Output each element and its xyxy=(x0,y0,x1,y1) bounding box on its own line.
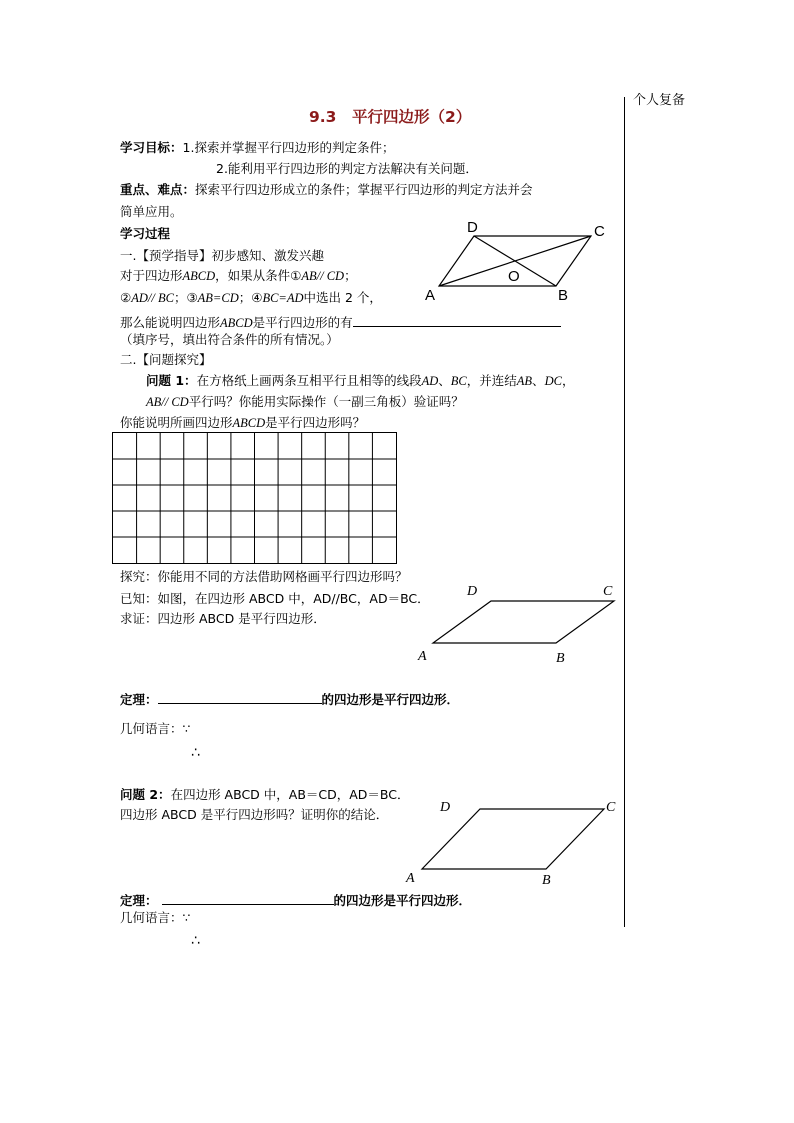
learning-goals-label: 学习目标： xyxy=(120,140,183,155)
p1-bc: BC xyxy=(450,374,467,388)
s1-text: ，如果从条件① xyxy=(215,268,302,283)
therefore1: ∴ xyxy=(191,745,200,761)
s1-text: ； xyxy=(344,268,357,283)
fig2-label-a: A xyxy=(418,649,427,664)
explore-line2: 已知：如图，在四边形 ABCD 中，AD//BC，AD＝BC． xyxy=(120,591,430,606)
geo-language1: 几何语言：∵ xyxy=(120,721,191,736)
theorem2-label: 定理： xyxy=(120,893,158,908)
s1-text: 是平行四边形的有 xyxy=(252,315,353,330)
learning-goals-line2: 2.能利用平行四边形的判定方法解决有关问题． xyxy=(216,161,478,176)
s1-text: 对于四边形 xyxy=(120,268,183,283)
s1-text: ② xyxy=(120,290,132,305)
problem2-text: 在四边形 ABCD 中，AB＝CD，AD＝BC． xyxy=(170,787,410,802)
p1-text: 你能说明所画四边形 xyxy=(120,415,233,430)
fig2-label-b: B xyxy=(556,651,565,666)
key-points-text1: 探索平行四边形成立的条件；掌握平行四边形的判定方法并会 xyxy=(195,182,533,197)
fig3-label-d: D xyxy=(440,800,451,815)
problem2-label: 问题 2： xyxy=(120,787,171,802)
theorem1-tail: 的四边形是平行四边形． xyxy=(321,692,460,707)
fig1-label-o: O xyxy=(508,268,520,285)
p1-text: 是平行四边形吗？ xyxy=(265,415,366,430)
p1-dc: DC xyxy=(544,374,562,388)
fig3-label-b: B xyxy=(542,873,551,888)
p1-text: 在方格纸上画两条互相平行且相等的线段 xyxy=(196,373,422,388)
section1-heading: 一.【预学指导】初步感知、激发兴趣 xyxy=(120,248,324,263)
explore-line3: 求证：四边形 ABCD 是平行四边形． xyxy=(120,611,326,626)
side-note: 个人复备 xyxy=(633,93,686,108)
fig2-label-c: C xyxy=(603,584,613,599)
s1-abcd: ABCD xyxy=(220,316,253,330)
fig1-label-a: A xyxy=(425,287,436,304)
key-points-label: 重点、难点： xyxy=(120,182,196,197)
p1-text: ，并连结 xyxy=(466,373,517,388)
key-points-line2: 简单应用。 xyxy=(120,204,183,219)
p1-text: 平行吗？你能用实际操作（一副三角板）验证吗？ xyxy=(188,394,464,409)
p1-cd: AB// CD xyxy=(146,395,189,409)
explore-line1: 探究：你能用不同的方法借助网格画平行四边形吗？ xyxy=(120,569,408,584)
s1-cond3: AB=CD xyxy=(197,291,239,305)
fig3-label-c: C xyxy=(606,800,616,815)
p1-text: 、 xyxy=(438,373,451,388)
s1-cond4: BC=AD xyxy=(262,291,304,305)
p1-ad: AD xyxy=(421,374,439,388)
fig1-label-b: B xyxy=(558,287,569,304)
p1-ab: AB xyxy=(516,374,533,388)
s1-text: ；④ xyxy=(238,290,263,305)
theorem2-tail: 的四边形是平行四边形． xyxy=(333,893,472,908)
s1-text: 那么能说明四边形 xyxy=(120,315,221,330)
process-label: 学习过程 xyxy=(120,226,171,241)
geo-language2: 几何语言：∵ xyxy=(120,910,191,925)
figure2-parallelogram xyxy=(433,601,614,643)
s1-cond1: AB// CD xyxy=(301,269,345,283)
problem1-label: 问题 1： xyxy=(146,373,197,388)
p1-abcd: ABCD xyxy=(232,416,266,430)
p1-text: ， xyxy=(561,373,575,388)
page-title: 9.3 平行四边形（2） xyxy=(309,108,472,126)
theorem1-label: 定理： xyxy=(120,692,158,707)
fig2-label-d: D xyxy=(467,584,478,599)
s1-text: 中选出 2 个， xyxy=(303,290,382,305)
therefore2: ∴ xyxy=(191,933,200,949)
s1-cond2: AD// BC xyxy=(131,291,174,305)
fig1-label-d: D xyxy=(467,219,478,236)
problem2-line2: 四边形 ABCD 是平行四边形吗？证明你的结论． xyxy=(120,807,389,822)
figure3-parallelogram xyxy=(422,809,604,869)
s1-text: ；③ xyxy=(173,290,198,305)
section1-p4: （填序号，填出符合条件的所有情况。） xyxy=(120,332,339,347)
s1-abcd: ABCD xyxy=(182,269,216,283)
p1-text: 、 xyxy=(532,373,545,388)
fig3-label-a: A xyxy=(406,871,415,886)
fig1-label-c: C xyxy=(594,223,605,240)
learning-goals-text1: 1.探索并掌握平行四边形的判定条件； xyxy=(182,140,395,155)
section2-heading: 二.【问题探究】 xyxy=(120,352,212,367)
